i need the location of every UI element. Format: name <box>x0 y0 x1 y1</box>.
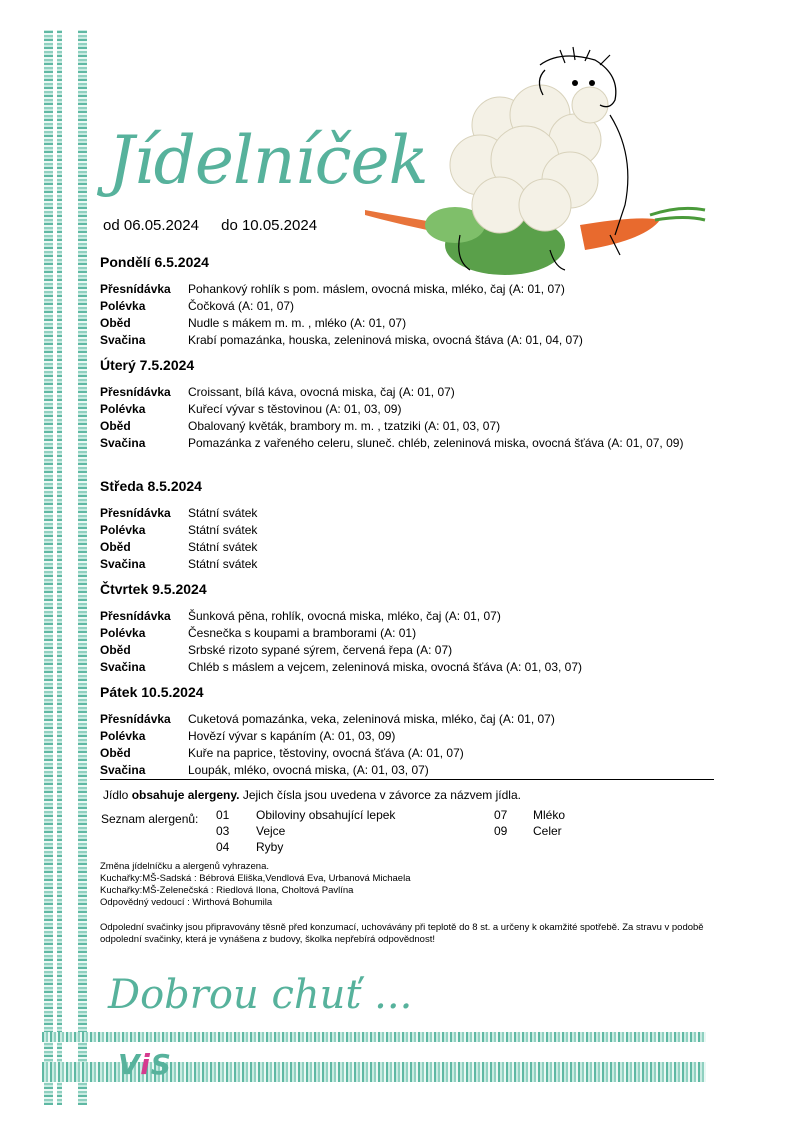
meal-value: Hovězí vývar s kapáním (A: 01, 03, 09) <box>188 729 396 743</box>
meal-label: Oběd <box>100 643 131 657</box>
meal-value: Nudle s mákem m. m. , mléko (A: 01, 07) <box>188 316 407 330</box>
meal-value: Cuketová pomazánka, veka, zeleninová miska, mléko, čaj (A: 01, 07) <box>188 712 555 726</box>
meal-row <box>100 539 720 555</box>
meal-value: Čočková (A: 01, 07) <box>188 299 295 313</box>
bottom-stripe-top <box>42 1032 706 1042</box>
meal-row <box>100 711 720 727</box>
staff-line: Kuchařky:MŠ-Sadská : Bébrová Eliška,Vendlová Eva, Urbanová Michaela <box>100 873 411 884</box>
staff-line: Změna jídelníčku a alergenů vyhrazena. <box>100 861 269 872</box>
allergen-name: Celer <box>533 824 562 838</box>
allergen-code: 07 <box>494 808 508 822</box>
meal-label: Polévka <box>100 523 146 537</box>
meal-value: Státní svátek <box>188 523 258 537</box>
meal-value: Státní svátek <box>188 557 258 571</box>
snack-note: Odpolední svačinky jsou připravovány těsně před konzumací, uchovávány při teplotě do 8 st. a určeny k okamžité spotřebě. Za stravu v podobě <box>100 922 704 933</box>
meal-value: Obalovaný květák, brambory m. m. , tzatziki (A: 01, 03, 07) <box>188 419 501 433</box>
logo-dot: i <box>140 1048 151 1081</box>
meal-label: Oběd <box>100 316 131 330</box>
day-heading: Úterý 7.5.2024 <box>100 357 195 373</box>
meal-label: Polévka <box>100 299 146 313</box>
meal-row <box>100 745 720 761</box>
meal-label: Svačina <box>100 660 146 674</box>
meal-row <box>100 332 720 348</box>
allergen-note-pre: Jídlo <box>103 788 132 802</box>
day-heading: Pondělí 6.5.2024 <box>100 254 209 270</box>
meal-label: Oběd <box>100 419 131 433</box>
meal-row <box>100 556 720 572</box>
meal-row <box>100 384 720 400</box>
meal-row <box>100 522 720 538</box>
snack-note: odpolední svačinky, která je vynášena z budovy, školka nepřebírá odpovědnost! <box>100 934 435 945</box>
left-stripe-inner <box>78 30 87 1105</box>
meal-label: Přesnídávka <box>100 609 171 623</box>
meal-value: Kuřecí vývar s těstovinou (A: 01, 03, 09) <box>188 402 402 416</box>
day-heading: Čtvrtek 9.5.2024 <box>100 581 207 597</box>
allergen-note <box>103 788 521 802</box>
allergen-note-bold: obsahuje alergeny. <box>131 788 240 802</box>
allergen-name: Mléko <box>533 808 566 822</box>
page-title: Jídelníček <box>108 122 428 199</box>
meal-label: Oběd <box>100 540 131 554</box>
meal-row <box>100 608 720 624</box>
meal-value: Loupák, mléko, ovocná miska, (A: 01, 03, 07) <box>188 763 429 777</box>
meal-label: Přesnídávka <box>100 506 171 520</box>
meal-label: Polévka <box>100 729 146 743</box>
staff-line: Kuchařky:MŠ-Zelenečská : Riedlová Ilona, Choltová Pavlína <box>100 885 354 896</box>
allergen-code: 04 <box>216 840 230 854</box>
meal-row <box>100 625 720 641</box>
meal-row <box>100 505 720 521</box>
meal-label: Polévka <box>100 626 146 640</box>
logo-part: V <box>118 1048 141 1081</box>
day-heading: Pátek 10.5.2024 <box>100 684 204 700</box>
meal-value: Šunková pěna, rohlík, ovocná miska, mléko, čaj (A: 01, 07) <box>188 609 501 623</box>
meal-row <box>100 281 720 297</box>
allergen-name: Obiloviny obsahující lepek <box>256 808 396 822</box>
meal-row <box>100 642 720 658</box>
meal-row <box>100 659 720 675</box>
divider <box>100 779 714 780</box>
meal-label: Přesnídávka <box>100 385 171 399</box>
day-heading: Středa 8.5.2024 <box>100 478 202 494</box>
meal-label: Svačina <box>100 557 146 571</box>
meal-value: Chléb s máslem a vejcem, zeleninová miska, ovocná šťáva (A: 01, 03, 07) <box>188 660 583 674</box>
meal-label: Přesnídávka <box>100 712 171 726</box>
date-range <box>103 217 335 234</box>
meal-row <box>100 762 720 778</box>
logo-part: S <box>150 1048 172 1081</box>
left-stripe-thin <box>57 30 62 1105</box>
allergen-code: 03 <box>216 824 230 838</box>
meal-value: Pomazánka z vařeného celeru, sluneč. chléb, zeleninová miska, ovocná šťáva (A: 01, 07, 09) <box>188 436 684 450</box>
meal-value: Státní svátek <box>188 540 258 554</box>
meal-label: Svačina <box>100 333 146 347</box>
allergen-code: 01 <box>216 808 230 822</box>
meal-row <box>100 728 720 744</box>
meal-value: Srbské rizoto sypané sýrem, červená řepa (A: 07) <box>188 643 453 657</box>
allergen-list-label: Seznam alergenů: <box>101 812 199 826</box>
meal-row <box>100 435 720 451</box>
left-stripe-outer <box>44 30 53 1105</box>
allergen-name: Vejce <box>256 824 286 838</box>
meal-label: Přesnídávka <box>100 282 171 296</box>
allergen-name: Ryby <box>256 840 284 854</box>
meal-value: Státní svátek <box>188 506 258 520</box>
meal-value: Kuře na paprice, těstoviny, ovocná šťáva (A: 01, 07) <box>188 746 464 760</box>
meal-row <box>100 418 720 434</box>
meal-value: Pohankový rohlík s pom. máslem, ovocná miska, mléko, čaj (A: 01, 07) <box>188 282 565 296</box>
meal-label: Svačina <box>100 436 146 450</box>
meal-value: Česnečka s koupami a bramborami (A: 01) <box>188 626 417 640</box>
staff-line: Odpovědný vedoucí : Wirthová Bohumila <box>100 897 273 908</box>
closing-greeting: Dobrou chuť ... <box>108 972 413 1018</box>
meal-row <box>100 401 720 417</box>
allergen-code: 09 <box>494 824 508 838</box>
meal-row <box>100 315 720 331</box>
meal-label: Oběd <box>100 746 131 760</box>
date-from: od 06.05.2024 <box>103 217 199 234</box>
vis-logo <box>118 1048 172 1081</box>
date-to: do 10.05.2024 <box>221 217 318 234</box>
meal-label: Polévka <box>100 402 146 416</box>
meal-value: Krabí pomazánka, houska, zeleninová miska, ovocná štáva (A: 01, 04, 07) <box>188 333 583 347</box>
meal-label: Svačina <box>100 763 146 777</box>
meal-value: Croissant, bílá káva, ovocná miska, čaj (A: 01, 07) <box>188 385 455 399</box>
meal-row <box>100 298 720 314</box>
allergen-note-post: Jejich čísla jsou uvedena v závorce za názvem jídla. <box>239 788 521 802</box>
